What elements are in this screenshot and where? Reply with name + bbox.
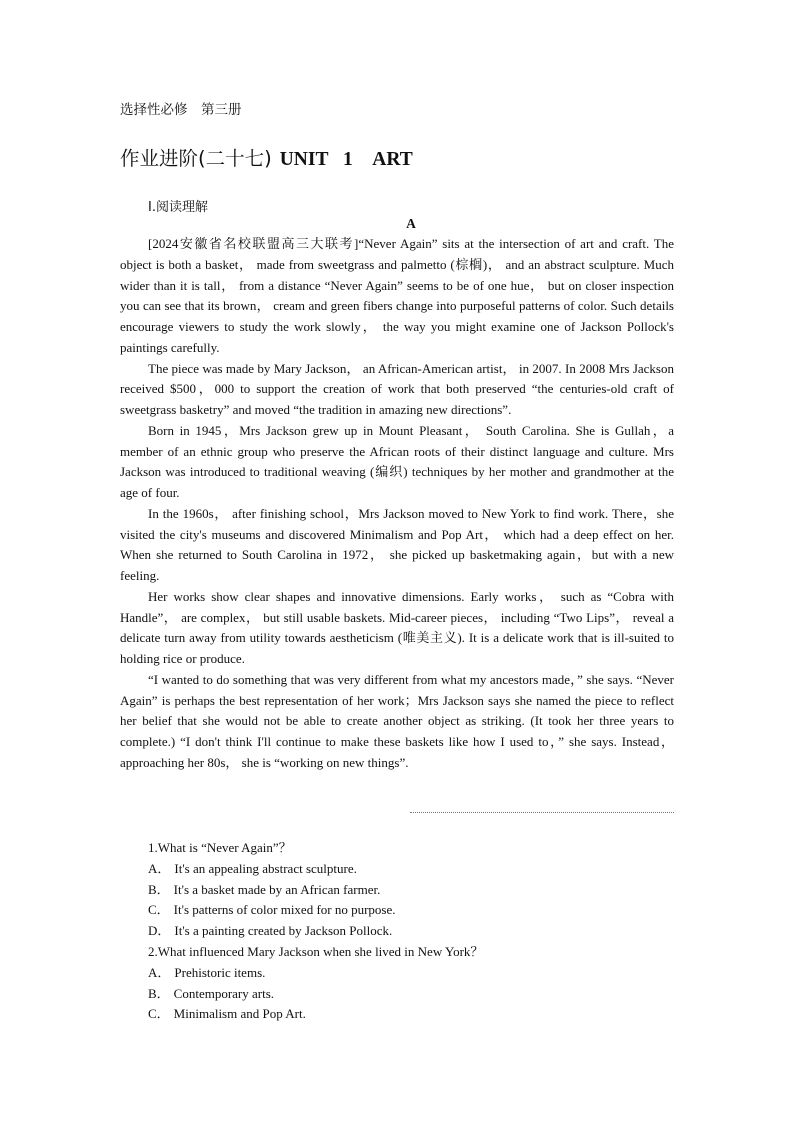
question-block bbox=[148, 942, 688, 1025]
option-letter: A． bbox=[148, 860, 171, 876]
question-text: 1.What is “Never Again”？ bbox=[148, 840, 292, 855]
passage-label: A bbox=[406, 216, 416, 231]
option-letter: B． bbox=[148, 881, 170, 897]
passage-paragraph: Born in 1945，Mrs Jackson grew up in Mount Pleasant， South Carolina. She is Gullah，a member of an ethnic group who preserve the African roots of their distinct language and culture. Mrs Jackson was introduced to traditional weaving (编织) techniques by her mother and grandmother at the age of four. bbox=[120, 422, 674, 500]
reading-passage bbox=[120, 234, 674, 774]
question-text: 2.What influenced Mary Jackson when she lived in New York？ bbox=[148, 943, 484, 959]
option-text: It's a painting created by Jackson Pollock. bbox=[174, 923, 393, 939]
book-subtitle: 选择性必修 第三册 bbox=[120, 102, 242, 118]
title-english: UNIT 1 ART bbox=[279, 149, 413, 170]
passage-paragraph: Her works show clear shapes and innovative dimensions. Early works， such as “Cobra with Handle”， are complex， but still usable baskets. Mid-career pieces， including “Two Lips”， reveal a delicate turn away from utility towards aestheticism (唯美主义). It is a delicate work that is ill-suited to holding rice or produce. bbox=[120, 588, 674, 666]
title-chinese: 作业进阶(二十七) bbox=[120, 147, 272, 170]
answer-option bbox=[148, 880, 688, 901]
question-block bbox=[148, 838, 688, 942]
option-letter: C． bbox=[148, 902, 170, 918]
option-text: Minimalism and Pop Art. bbox=[173, 1006, 306, 1022]
option-letter: B． bbox=[148, 985, 170, 1001]
passage-paragraph: In the 1960s， after finishing school，Mrs Jackson moved to New York to find work. There，she visited the city's museums and discovered Minimalism and Pop Art， which had a deep effect on her. When she returned to South Carolina in 1972， she picked up basketmaking again，but with a new feeling. bbox=[120, 505, 674, 583]
answer-option bbox=[148, 1004, 688, 1025]
dotted-divider bbox=[410, 812, 674, 813]
answer-option bbox=[148, 984, 688, 1005]
option-letter: D． bbox=[148, 923, 171, 939]
option-text: It's an appealing abstract sculpture. bbox=[174, 860, 357, 876]
passage-paragraph: “I wanted to do something that was very different from what my ancestors made，” she says. “Never Again” is perhaps the best representation of her work；Mrs Jackson says she named the piece to reflect her belief that she would not be able to create another object as striking. (It took her three years to complete.) “I don't think I'll continue to make these baskets like how I used to，” she says. Instead， approaching her 80s， she is “working on new things”. bbox=[120, 671, 674, 770]
section-heading: Ⅰ.阅读理解 bbox=[148, 200, 208, 215]
passage-paragraph: [2024安徽省名校联盟高三大联考]“Never Again” sits at the intersection of art and craft. The object is both a basket， made from sweetgrass and palmetto (棕榈)， and an abstract sculpture. Much wider than it is tall， from a distance “Never Again” seems to be of one hue， but on closer inspection you can see that its brown， cream and green fibers change into purposeful patterns of color. Such details encourage viewers to study the work slowly， the way you might examine one of Jackson Pollock's paintings carefully. bbox=[120, 236, 674, 355]
answer-option bbox=[148, 900, 688, 921]
option-text: It's patterns of color mixed for no purpose. bbox=[173, 902, 396, 918]
page-title bbox=[120, 143, 413, 171]
answer-option bbox=[148, 859, 688, 880]
passage-paragraph: The piece was made by Mary Jackson， an African-American artist， in 2007. In 2008 Mrs Jackson received $500，000 to support the creation of work that both preserved “the centuries-old craft of sweetgrass basketry” and moved “the tradition in amazing new directions”. bbox=[120, 360, 674, 417]
answer-option bbox=[148, 963, 688, 984]
option-text: It's a basket made by an African farmer. bbox=[173, 881, 381, 897]
question-list bbox=[148, 838, 688, 1025]
answer-option bbox=[148, 921, 688, 942]
option-letter: A． bbox=[148, 964, 171, 980]
option-text: Contemporary arts. bbox=[173, 985, 275, 1001]
option-letter: C． bbox=[148, 1006, 170, 1022]
option-text: Prehistoric items. bbox=[174, 964, 266, 980]
